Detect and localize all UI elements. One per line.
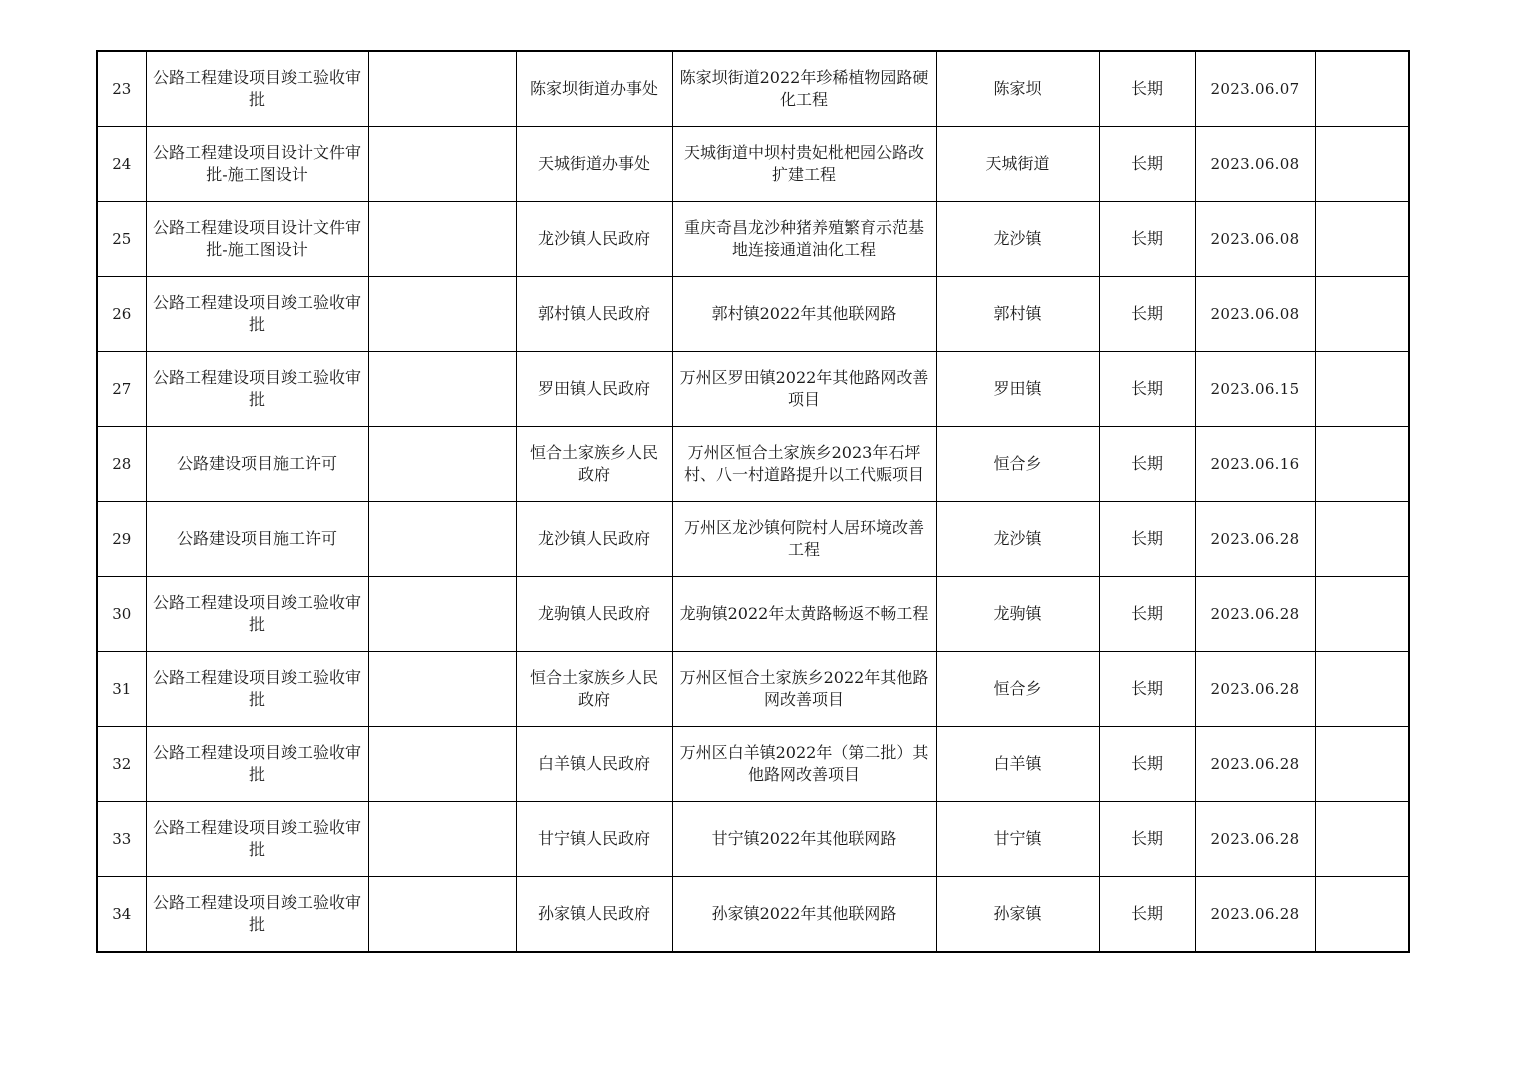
- remarks-cell: [1315, 877, 1409, 953]
- remarks-cell: [1315, 127, 1409, 202]
- remarks-cell: [1315, 352, 1409, 427]
- serial-number-cell: 25: [97, 202, 146, 277]
- serial-number-cell: 23: [97, 51, 146, 127]
- applicant-cell: 恒合土家族乡人民政府: [516, 427, 672, 502]
- empty-cell: [368, 802, 516, 877]
- project-name-cell: 孙家镇2022年其他联网路: [672, 877, 936, 953]
- validity-term-cell: 长期: [1099, 352, 1195, 427]
- table-row: [97, 277, 1409, 352]
- approval-item-cell: 公路建设项目施工许可: [146, 502, 368, 577]
- validity-term-cell: 长期: [1099, 502, 1195, 577]
- remarks-cell: [1315, 427, 1409, 502]
- serial-number-cell: 26: [97, 277, 146, 352]
- remarks-cell: [1315, 277, 1409, 352]
- project-name-cell: 万州区恒合土家族乡2022年其他路网改善项目: [672, 652, 936, 727]
- approval-item-cell: 公路建设项目施工许可: [146, 427, 368, 502]
- project-name-cell: 万州区龙沙镇何院村人居环境改善工程: [672, 502, 936, 577]
- approval-item-cell: 公路工程建设项目设计文件审批-施工图设计: [146, 127, 368, 202]
- empty-cell: [368, 877, 516, 953]
- approval-table: [96, 50, 1410, 953]
- table-row: [97, 802, 1409, 877]
- location-cell: 恒合乡: [936, 652, 1099, 727]
- location-cell: 陈家坝: [936, 51, 1099, 127]
- approval-item-cell: 公路工程建设项目竣工验收审批: [146, 277, 368, 352]
- remarks-cell: [1315, 502, 1409, 577]
- empty-cell: [368, 427, 516, 502]
- table-row: [97, 502, 1409, 577]
- location-cell: 孙家镇: [936, 877, 1099, 953]
- applicant-cell: 孙家镇人民政府: [516, 877, 672, 953]
- approval-item-cell: 公路工程建设项目竣工验收审批: [146, 352, 368, 427]
- serial-number-cell: 34: [97, 877, 146, 953]
- location-cell: 罗田镇: [936, 352, 1099, 427]
- serial-number-cell: 24: [97, 127, 146, 202]
- table-row: [97, 652, 1409, 727]
- table-row: [97, 352, 1409, 427]
- remarks-cell: [1315, 652, 1409, 727]
- approval-date-cell: 2023.06.16: [1195, 427, 1315, 502]
- location-cell: 甘宁镇: [936, 802, 1099, 877]
- location-cell: 龙驹镇: [936, 577, 1099, 652]
- project-name-cell: 天城街道中坝村贵妃枇杷园公路改扩建工程: [672, 127, 936, 202]
- applicant-cell: 甘宁镇人民政府: [516, 802, 672, 877]
- applicant-cell: 龙沙镇人民政府: [516, 202, 672, 277]
- empty-cell: [368, 277, 516, 352]
- empty-cell: [368, 127, 516, 202]
- approval-item-cell: 公路工程建设项目竣工验收审批: [146, 51, 368, 127]
- location-cell: 白羊镇: [936, 727, 1099, 802]
- project-name-cell: 郭村镇2022年其他联网路: [672, 277, 936, 352]
- approval-date-cell: 2023.06.08: [1195, 277, 1315, 352]
- empty-cell: [368, 51, 516, 127]
- approval-date-cell: 2023.06.28: [1195, 652, 1315, 727]
- approval-date-cell: 2023.06.07: [1195, 51, 1315, 127]
- approval-date-cell: 2023.06.15: [1195, 352, 1315, 427]
- applicant-cell: 白羊镇人民政府: [516, 727, 672, 802]
- serial-number-cell: 28: [97, 427, 146, 502]
- approval-item-cell: 公路工程建设项目竣工验收审批: [146, 802, 368, 877]
- location-cell: 郭村镇: [936, 277, 1099, 352]
- validity-term-cell: 长期: [1099, 652, 1195, 727]
- approval-item-cell: 公路工程建设项目竣工验收审批: [146, 877, 368, 953]
- project-name-cell: 万州区罗田镇2022年其他路网改善项目: [672, 352, 936, 427]
- approval-date-cell: 2023.06.28: [1195, 502, 1315, 577]
- location-cell: 龙沙镇: [936, 202, 1099, 277]
- table-row: [97, 727, 1409, 802]
- applicant-cell: 天城街道办事处: [516, 127, 672, 202]
- approval-date-cell: 2023.06.28: [1195, 802, 1315, 877]
- validity-term-cell: 长期: [1099, 802, 1195, 877]
- serial-number-cell: 27: [97, 352, 146, 427]
- validity-term-cell: 长期: [1099, 277, 1195, 352]
- project-name-cell: 万州区白羊镇2022年（第二批）其他路网改善项目: [672, 727, 936, 802]
- approval-item-cell: 公路工程建设项目竣工验收审批: [146, 577, 368, 652]
- applicant-cell: 郭村镇人民政府: [516, 277, 672, 352]
- project-name-cell: 万州区恒合土家族乡2023年石坪村、八一村道路提升以工代赈项目: [672, 427, 936, 502]
- serial-number-cell: 29: [97, 502, 146, 577]
- empty-cell: [368, 577, 516, 652]
- applicant-cell: 陈家坝街道办事处: [516, 51, 672, 127]
- approval-date-cell: 2023.06.28: [1195, 577, 1315, 652]
- approval-date-cell: 2023.06.28: [1195, 727, 1315, 802]
- validity-term-cell: 长期: [1099, 127, 1195, 202]
- table-row: [97, 202, 1409, 277]
- remarks-cell: [1315, 51, 1409, 127]
- serial-number-cell: 30: [97, 577, 146, 652]
- location-cell: 恒合乡: [936, 427, 1099, 502]
- project-name-cell: 重庆奇昌龙沙种猪养殖繁育示范基地连接通道油化工程: [672, 202, 936, 277]
- applicant-cell: 恒合土家族乡人民政府: [516, 652, 672, 727]
- validity-term-cell: 长期: [1099, 727, 1195, 802]
- validity-term-cell: 长期: [1099, 51, 1195, 127]
- table-row: [97, 51, 1409, 127]
- project-name-cell: 龙驹镇2022年太黄路畅返不畅工程: [672, 577, 936, 652]
- validity-term-cell: 长期: [1099, 877, 1195, 953]
- approval-date-cell: 2023.06.08: [1195, 127, 1315, 202]
- approval-item-cell: 公路工程建设项目竣工验收审批: [146, 652, 368, 727]
- validity-term-cell: 长期: [1099, 202, 1195, 277]
- remarks-cell: [1315, 202, 1409, 277]
- approval-item-cell: 公路工程建设项目竣工验收审批: [146, 727, 368, 802]
- applicant-cell: 罗田镇人民政府: [516, 352, 672, 427]
- serial-number-cell: 32: [97, 727, 146, 802]
- project-name-cell: 陈家坝街道2022年珍稀植物园路硬化工程: [672, 51, 936, 127]
- applicant-cell: 龙沙镇人民政府: [516, 502, 672, 577]
- remarks-cell: [1315, 577, 1409, 652]
- approval-date-cell: 2023.06.28: [1195, 877, 1315, 953]
- validity-term-cell: 长期: [1099, 427, 1195, 502]
- validity-term-cell: 长期: [1099, 577, 1195, 652]
- approval-date-cell: 2023.06.08: [1195, 202, 1315, 277]
- empty-cell: [368, 502, 516, 577]
- empty-cell: [368, 652, 516, 727]
- table-row: [97, 877, 1409, 953]
- table-row: [97, 577, 1409, 652]
- empty-cell: [368, 352, 516, 427]
- table-row: [97, 427, 1409, 502]
- table-body: [97, 51, 1409, 952]
- applicant-cell: 龙驹镇人民政府: [516, 577, 672, 652]
- serial-number-cell: 33: [97, 802, 146, 877]
- remarks-cell: [1315, 727, 1409, 802]
- approval-item-cell: 公路工程建设项目设计文件审批-施工图设计: [146, 202, 368, 277]
- project-name-cell: 甘宁镇2022年其他联网路: [672, 802, 936, 877]
- location-cell: 天城街道: [936, 127, 1099, 202]
- table-row: [97, 127, 1409, 202]
- remarks-cell: [1315, 802, 1409, 877]
- serial-number-cell: 31: [97, 652, 146, 727]
- empty-cell: [368, 202, 516, 277]
- empty-cell: [368, 727, 516, 802]
- location-cell: 龙沙镇: [936, 502, 1099, 577]
